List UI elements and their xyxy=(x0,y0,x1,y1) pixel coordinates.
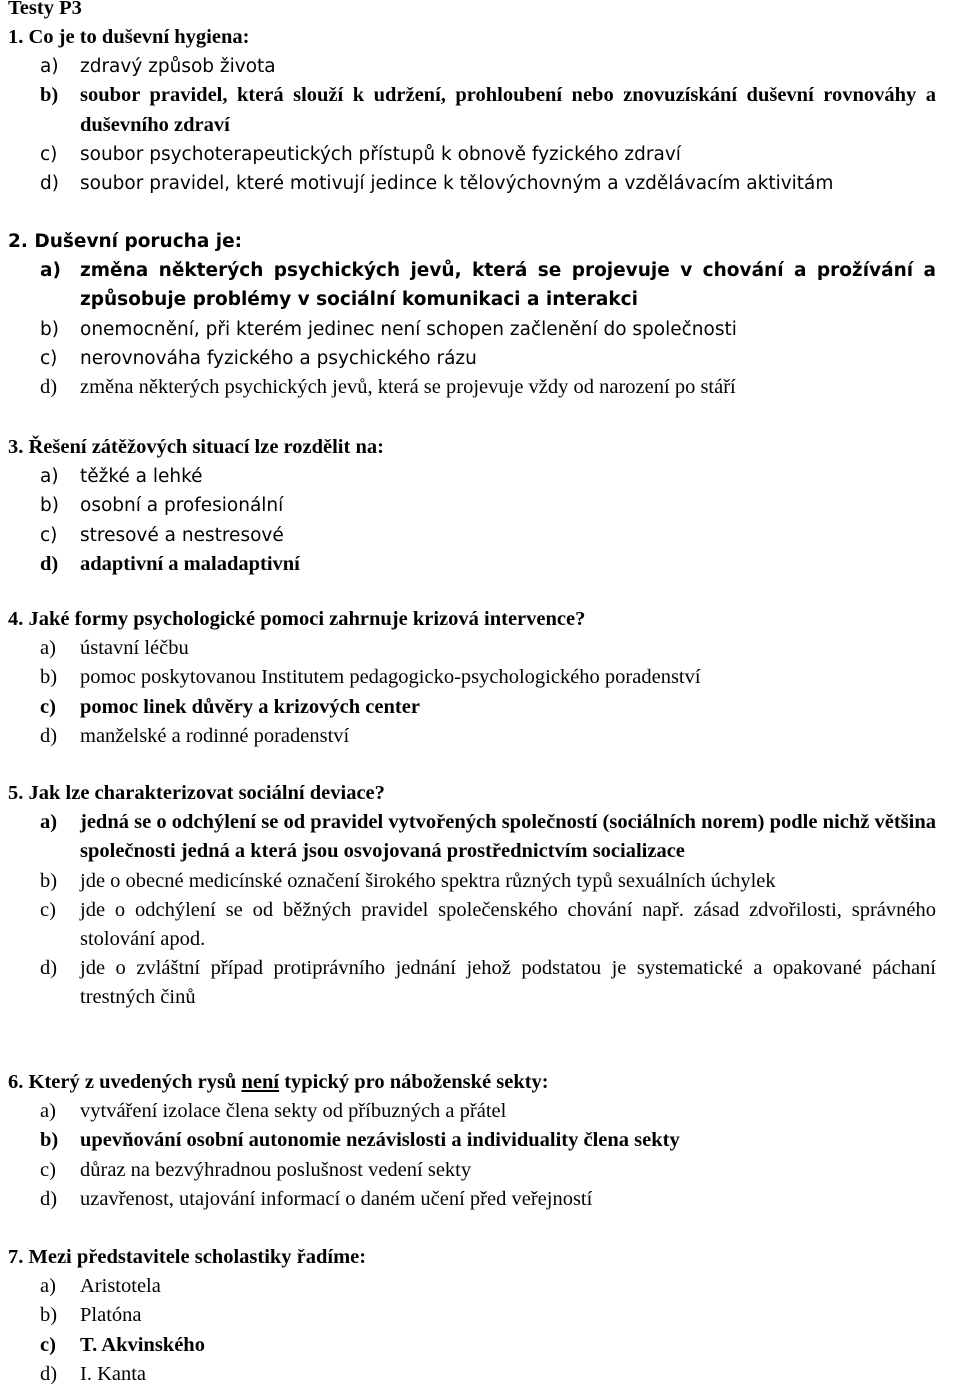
answer-b xyxy=(8,867,936,896)
answer-letter: d) xyxy=(40,957,58,980)
answer-text: manželské a rodinné poradenství xyxy=(80,724,350,747)
answer-a xyxy=(8,1272,936,1301)
answer-letter: c) xyxy=(40,347,58,369)
answer-text: nerovnováha fyzického a psychického rázu xyxy=(80,347,477,369)
answer-letter: d) xyxy=(40,173,59,195)
answer-c xyxy=(8,140,936,169)
answer-letter: a) xyxy=(40,1275,56,1298)
answer-d xyxy=(8,1360,936,1389)
answer-letter: a) xyxy=(40,811,58,834)
question-7 xyxy=(8,1243,936,1389)
answer-letter: b) xyxy=(40,1129,59,1152)
question-number: 7. xyxy=(8,1246,24,1268)
question-text-part: Který z uvedených rysů xyxy=(28,1071,242,1093)
answer-d xyxy=(8,1185,936,1214)
answer-a xyxy=(8,256,936,314)
answer-letter: d) xyxy=(40,376,58,399)
answer-b xyxy=(8,315,936,344)
answer-d xyxy=(8,550,936,579)
answer-letter: b) xyxy=(40,318,59,340)
answer-letter: b) xyxy=(40,1304,58,1327)
answer-text: I. Kanta xyxy=(80,1362,147,1385)
question-number: 3. xyxy=(8,436,24,458)
question-heading xyxy=(8,1068,936,1097)
answer-letter: a) xyxy=(40,260,61,282)
question-number: 4. xyxy=(8,608,24,630)
answer-letter: c) xyxy=(40,1158,56,1181)
answer-text: Platóna xyxy=(80,1304,142,1327)
answer-c xyxy=(8,344,936,373)
answer-text: Aristotela xyxy=(80,1275,161,1298)
answer-d xyxy=(8,169,936,198)
answer-text: uzavřenost, utajování informací o daném učení před veřejností xyxy=(80,1187,593,1210)
answer-text: soubor pravidel, která slouží k udržení, prohloubení nebo znovuzískání duševní rovnováhy a duševního zdraví xyxy=(80,84,936,136)
answer-b xyxy=(8,491,936,520)
answer-text: pomoc linek důvěry a krizových center xyxy=(80,695,420,718)
question-number: 1. xyxy=(8,26,24,48)
answer-a xyxy=(8,462,936,491)
answer-d xyxy=(8,722,936,751)
answer-text: jde o zvláštní případ protiprávního jednání jehož podstatou je systematické a opakované páchaní trestných činů xyxy=(80,957,936,1009)
answer-c xyxy=(8,521,936,550)
answer-a xyxy=(8,52,936,81)
answer-text: osobní a profesionální xyxy=(80,495,284,517)
answer-d xyxy=(8,373,936,402)
question-text: Řešení zátěžových situací lze rozdělit na: xyxy=(28,436,384,458)
question-text-part: typický pro náboženské sekty: xyxy=(279,1071,549,1093)
question-1 xyxy=(8,23,936,198)
answer-text: těžké a lehké xyxy=(80,466,203,488)
answer-text: jedná se o odchýlení se od pravidel vytvořených společností (sociálních norem) podle nichž většina společnosti jedná a která jsou osvojovaná prostřednictvím socializace xyxy=(80,811,936,863)
answer-text: soubor pravidel, které motivují jedince k tělovýchovným a vzdělávacím aktivitám xyxy=(80,173,834,195)
answer-letter: c) xyxy=(40,143,58,165)
question-heading xyxy=(8,779,936,808)
question-number: 6. xyxy=(8,1071,24,1093)
answer-text: stresové a nestresové xyxy=(80,524,284,546)
question-text: Co je to duševní hygiena: xyxy=(28,26,250,48)
answer-letter: a) xyxy=(40,637,56,660)
answer-text: změna některých psychických jevů, která se projevuje vždy od narození po stáří xyxy=(80,376,736,399)
answer-text: zdravý způsob života xyxy=(80,56,276,78)
answer-c xyxy=(8,1331,936,1360)
answer-b xyxy=(8,81,936,139)
answer-letter: b) xyxy=(40,869,58,892)
answer-letter: a) xyxy=(40,1100,56,1123)
document-title: Testy P3 xyxy=(8,0,82,19)
question-text: Mezi představitele scholastiky řadíme: xyxy=(28,1246,367,1268)
answer-letter: c) xyxy=(40,898,56,921)
question-heading xyxy=(8,605,936,634)
question-heading xyxy=(8,433,936,462)
answer-c xyxy=(8,693,936,722)
question-number: 2. xyxy=(8,231,28,252)
answer-b xyxy=(8,663,936,692)
answer-letter: a) xyxy=(40,56,59,78)
question-2 xyxy=(8,227,936,402)
answer-text: jde o obecné medicínské označení širokého spektra různých typů sexuálních úchylek xyxy=(80,869,776,892)
answer-text: upevňování osobní autonomie nezávislosti a individuality člena sekty xyxy=(80,1129,680,1152)
answer-text: jde o odchýlení se od běžných pravidel společenského chování např. zásad zdvořilosti, správného stolování apod. xyxy=(80,898,936,951)
answer-text: soubor psychoterapeutických přístupů k obnově fyzického zdraví xyxy=(80,143,681,165)
answer-d xyxy=(8,954,936,1012)
question-heading xyxy=(8,227,936,256)
question-text-emphasis: není xyxy=(241,1071,280,1093)
question-4 xyxy=(8,605,936,751)
question-heading xyxy=(8,1243,936,1272)
question-3 xyxy=(8,433,936,579)
answer-text: T. Akvinského xyxy=(80,1333,205,1356)
answer-letter: d) xyxy=(40,724,58,747)
answer-text: změna některých psychických jevů, která se projevuje v chování a prožívání a způsobuje problémy v sociální komunikaci a interakci xyxy=(80,260,936,311)
answer-letter: d) xyxy=(40,552,59,575)
answer-letter: d) xyxy=(40,1362,58,1385)
answer-letter: a) xyxy=(40,466,59,488)
question-6 xyxy=(8,1068,936,1214)
answer-c xyxy=(8,896,936,954)
answer-letter: d) xyxy=(40,1187,58,1210)
answer-letter: c) xyxy=(40,1333,56,1356)
answer-letter: b) xyxy=(40,84,59,107)
question-text: Jak lze charakterizovat sociální deviace? xyxy=(28,782,385,804)
answer-b xyxy=(8,1126,936,1155)
question-5 xyxy=(8,779,936,1013)
answer-a xyxy=(8,634,936,663)
answer-letter: b) xyxy=(40,666,58,689)
answer-text: adaptivní a maladaptivní xyxy=(80,552,300,575)
answer-letter: c) xyxy=(40,524,58,546)
question-text: Duševní porucha je: xyxy=(34,231,243,252)
question-heading xyxy=(8,23,936,52)
question-number: 5. xyxy=(8,782,24,804)
answer-a xyxy=(8,808,936,866)
answer-letter: b) xyxy=(40,495,59,517)
answer-text: vytváření izolace člena sekty od příbuzných a přátel xyxy=(80,1100,507,1123)
answer-b xyxy=(8,1301,936,1330)
answer-a xyxy=(8,1097,936,1126)
question-text: Jaké formy psychologické pomoci zahrnuje krizová intervence? xyxy=(28,608,586,630)
answer-text: důraz na bezvýhradnou poslušnost vedení sekty xyxy=(80,1158,472,1181)
answer-text: onemocnění, při kterém jedinec není schopen začlenění do společnosti xyxy=(80,318,737,340)
question-text xyxy=(29,1071,549,1093)
answer-text: pomoc poskytovanou Institutem pedagogicko-psychologického poradenství xyxy=(80,666,701,689)
answer-text: ústavní léčbu xyxy=(80,637,189,660)
answer-c xyxy=(8,1156,936,1185)
answer-letter: c) xyxy=(40,695,56,718)
